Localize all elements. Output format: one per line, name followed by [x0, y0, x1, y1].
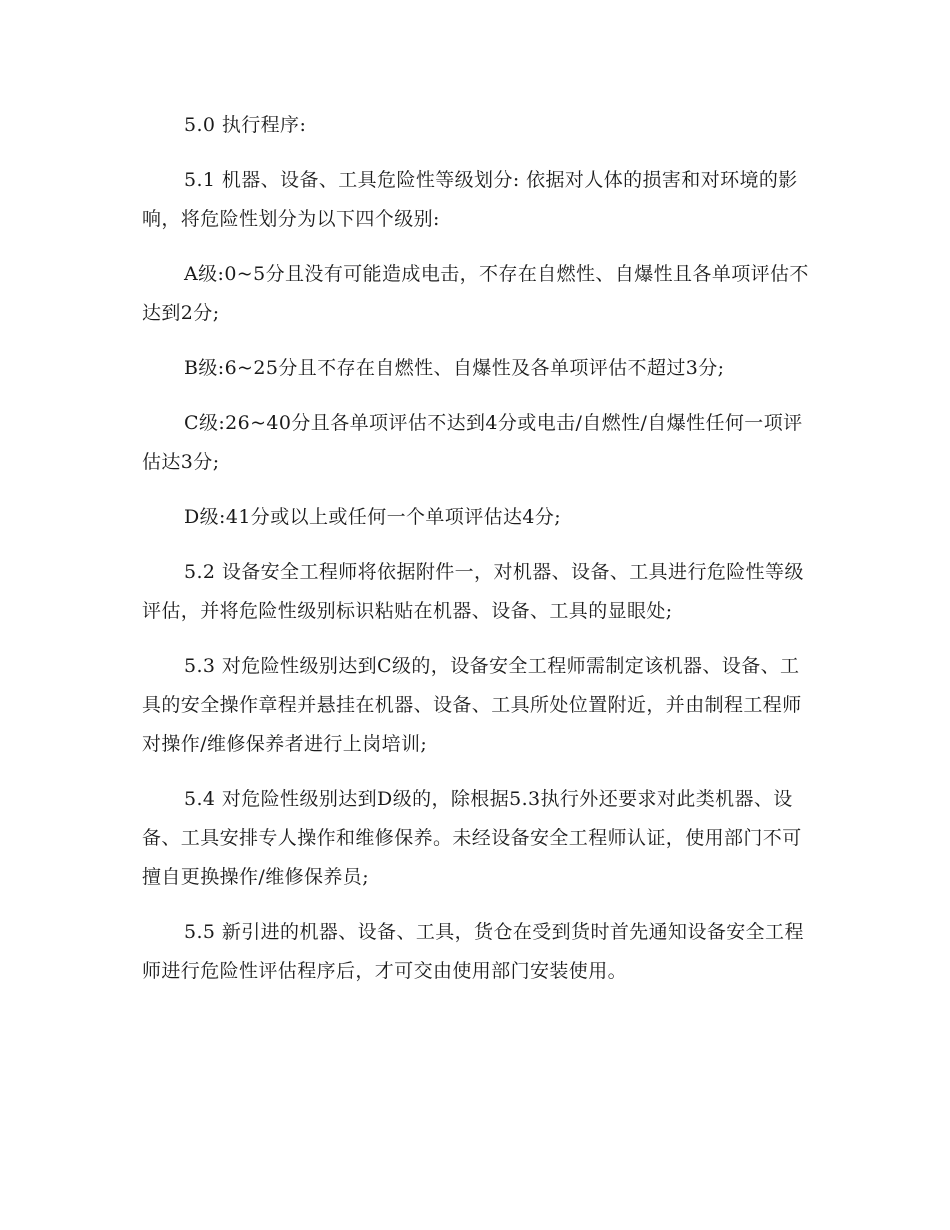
- level-b-paragraph: B级:6~25分且不存在自燃性、自爆性及各单项评估不超过3分;: [184, 357, 725, 379]
- document-body: [142, 106, 814, 1007]
- section-heading-5-0: 5.0 执行程序:: [184, 114, 307, 136]
- paragraph-5-5: 5.5 新引进的机器、设备、工具，货仓在受到货时首先通知设备安全工程师进行危险性评估程序后，才可交由使用部门安装使用。: [142, 921, 804, 982]
- level-d-paragraph: D级:41分或以上或任何一个单项评估达4分;: [184, 506, 562, 528]
- level-a-paragraph: A级:0~5分且没有可能造成电击，不存在自燃性、自爆性且各单项评估不达到2分;: [142, 263, 809, 324]
- paragraph-5-1: 5.1 机器、设备、工具危险性等级划分: 依据对人体的损害和对环境的影响，将危险性划分为以下四个级别:: [142, 169, 798, 230]
- paragraph-5-3: 5.3 对危险性级别达到C级的，设备安全工程师需制定该机器、设备、工具的安全操作章程并悬挂在机器、设备、工具所处位置附近，并由制程工程师对操作/维修保养者进行上岗培训;: [142, 655, 802, 755]
- paragraph-5-2: 5.2 设备安全工程师将依据附件一，对机器、设备、工具进行危险性等级评估，并将危险性级别标识粘贴在机器、设备、工具的显眼处;: [142, 561, 804, 622]
- paragraph-5-4: 5.4 对危险性级别达到D级的，除根据5.3执行外还要求对此类机器、设备、工具安排专人操作和维修保养。未经设备安全工程师认证，使用部门不可擅自更换操作/维修保养员;: [142, 788, 802, 888]
- level-c-paragraph: C级:26~40分且各单项评估不达到4分或电击/自燃性/自爆性任何一项评估达3分;: [142, 412, 803, 473]
